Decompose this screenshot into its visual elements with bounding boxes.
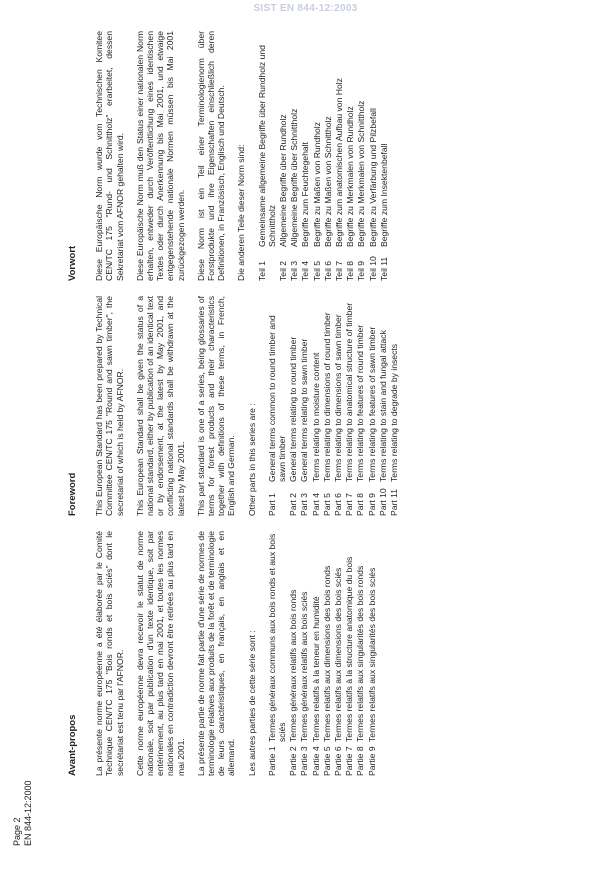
list-item <box>379 31 389 281</box>
list-item <box>267 296 287 516</box>
list-item <box>378 296 388 516</box>
part-text: Termes relatifs à la teneur en humidité <box>310 596 321 742</box>
paragraph: This part standard is one of a series, being glossaries of terms for forest products and their characteristics together with definitions of these terms, in French, English and German. <box>195 296 237 516</box>
list-item <box>323 31 333 281</box>
part-label: Partie 9 <box>366 746 377 776</box>
part-text: Termes relatifs aux dimensions des bois ronds <box>321 565 332 742</box>
section-title-en: Foreword <box>67 472 78 516</box>
part-label: Partie 6 <box>333 746 344 776</box>
parts-intro: Die anderen Teile dieser Norm sind: <box>236 144 247 281</box>
paragraph: Diese Norm ist ein Teil einer Terminologienorm über Forstprodukte und ihre Eigenschaften einschließlich deren Definitionen, in Französisch, Englisch und Deutsch. <box>195 31 227 281</box>
part-text: Terms relating to stain and fungal attack <box>377 330 388 482</box>
part-text: Begriffe zum anatomischen Aufbau von Holz <box>334 78 345 247</box>
part-text: Begriffe zu Merkmalen von Rundholz <box>345 106 356 247</box>
part-text: Terms relating to moisture content <box>310 352 321 482</box>
list-item <box>355 531 365 776</box>
part-text: Begriffe zu Verfärbung und Pilzbefall <box>367 108 378 247</box>
part-text: Terms relating to degrade by insects <box>389 343 400 482</box>
part-label: Part 9 <box>366 493 377 516</box>
part-label: Partie 5 <box>321 746 332 776</box>
list-item <box>300 31 310 281</box>
watermark: SIST EN 844-12:2003 <box>253 3 358 14</box>
part-text: Begriffe zu Maßen von Rundholz <box>311 122 322 247</box>
list-item <box>367 296 377 516</box>
list-item <box>344 531 354 776</box>
part-label: Part 2 <box>288 493 299 516</box>
list-item <box>334 31 344 281</box>
list-item <box>312 31 322 281</box>
part-label: Teil 10 <box>367 256 378 281</box>
part-text: Allgemeine Begriffe über Rundholz <box>278 114 289 247</box>
part-label: Partie 1 <box>266 746 277 776</box>
part-label: Teil 3 <box>289 260 300 281</box>
list-item <box>288 296 298 516</box>
part-label: Part 4 <box>310 493 321 516</box>
part-label: Teil 6 <box>322 260 333 281</box>
part-text: Begriffe zu Merkmalen von Schnittholz <box>356 100 367 247</box>
paragraph: La présente norme européenne a été élaborée par le Comité Technique CEN/TC 175 "Bois ronds et bois sciés" dont le secrétariat est tenu par l'AFNOR. <box>94 531 125 776</box>
part-text: Termes relatifs aux singularités des bois sciés <box>366 567 377 742</box>
list-item <box>333 531 343 776</box>
part-text: Terms relating to features of sawn timber <box>366 326 377 482</box>
part-label: Partie 3 <box>299 746 310 776</box>
list-item <box>299 531 309 776</box>
part-label: Teil 7 <box>334 260 345 281</box>
list-item <box>345 31 355 281</box>
part-text: Termes relatifs aux dimensions des bois sciés <box>333 567 344 742</box>
list-item <box>322 531 332 776</box>
list-item <box>322 296 332 516</box>
paragraph: Diese Europäische Norm wurde vom Technischen Komitee CEN/TC 175 "Rund- und Schnittholz" erarbeitet, dessen Sekretariat vom AFNOR gehalten wird. <box>94 31 125 281</box>
part-text: Termes généraux relatifs aux bois ronds <box>288 589 299 742</box>
part-text: Termes généraux relatifs aux bois sciés <box>299 591 310 742</box>
list-item <box>367 531 377 776</box>
part-label: Partie 4 <box>310 746 321 776</box>
page-header <box>12 780 34 846</box>
list-item <box>333 296 343 516</box>
paragraph: This European Standard has been prepared by Technical Committee CEN/TC 175 "Round and sawn timber", the secretariat of which is held by AFNOR. <box>94 296 125 516</box>
part-text: Terms relating to anatomical structure of timber <box>344 302 355 482</box>
page-number: Page 2 <box>12 817 22 846</box>
list-item <box>368 31 378 281</box>
list-item <box>311 296 321 516</box>
list-item <box>389 296 399 516</box>
parts-intro: Les autres parties de cette série sont : <box>246 630 257 776</box>
part-label: Part 10 <box>377 488 388 516</box>
section-title-de: Vorwort <box>67 245 78 281</box>
parts-list-en <box>267 296 399 516</box>
part-text: Termes relatifs aux singularités des bois ronds <box>355 565 366 742</box>
part-label: Part 8 <box>355 493 366 516</box>
list-item <box>299 296 309 516</box>
list-item <box>356 31 366 281</box>
part-text: Terms relating to dimensions of sawn timber <box>333 314 344 482</box>
part-label: Teil 8 <box>345 260 356 281</box>
part-text: Begriffe zu Maßen von Schnittholz <box>322 116 333 247</box>
column-german <box>68 31 598 281</box>
part-label: Teil 4 <box>300 260 311 281</box>
part-label: Part 6 <box>333 493 344 516</box>
list-item <box>344 296 354 516</box>
part-label: Teil 2 <box>278 260 289 281</box>
part-label: Teil 5 <box>311 260 322 281</box>
paragraph: Diese Europäische Norm muß den Status einer nationalen Norm erhalten, entweder durch Veröffentlichung eines identischen Textes oder durch Anerkennung bis Mai 2001, und etwaige entgegenstehende nationale Normen müssen bis Mai 2001 zurückgezogen werden. <box>134 31 186 281</box>
part-label: Part 3 <box>299 493 310 516</box>
part-text: Gemeinsame allgemeine Begriffe über Rundholz und Schnittholz <box>256 45 277 247</box>
parts-intro: Other parts in this series are : <box>246 403 257 516</box>
part-text: General terms common to round timber and sawn timber <box>266 315 288 482</box>
list-item <box>355 296 365 516</box>
list-item <box>289 31 299 281</box>
list-item <box>311 531 321 776</box>
part-label: Partie 8 <box>355 746 366 776</box>
part-text: Termes généraux communs aux bois ronds et aux bois sciés <box>266 533 288 742</box>
part-label: Partie 2 <box>288 746 299 776</box>
paragraph: Cette norme européenne devra recevoir le statut de norme nationale, soit par publication d'un texte identique, soit par entérinement, au plus tard en mai 2001, et toutes les normes nationales en contradiction devront être retirées au plus tard en mai 2001. <box>134 531 186 776</box>
paragraph: This European Standard shall be given the status of a national standard, either by publication of an identical text or by endorsement, at the latest by May 2001, and conflicting national standards shall be withdrawn at the latest by May 2001. <box>134 296 186 516</box>
part-label: Part 5 <box>321 493 332 516</box>
part-label: Part 7 <box>344 493 355 516</box>
part-text: Begriffe zum Insektenbefall <box>378 143 389 247</box>
column-french <box>68 519 598 776</box>
parts-list-fr <box>267 531 377 776</box>
list-item <box>288 531 298 776</box>
part-text: Termes relatifs à la structure anatomique du bois <box>344 556 355 742</box>
part-label: Part 1 <box>266 493 277 516</box>
paragraph: La présente partie de norme fait partie d'une série de normes de terminologie relatives aux produits de la forêt et de terminologie de leurs caractéristiques, en français, en anglais et en allemand. <box>195 531 237 776</box>
list-item <box>257 31 277 281</box>
column-english <box>68 286 598 516</box>
part-label: Teil 11 <box>378 256 389 281</box>
list-item <box>278 31 288 281</box>
part-text: General terms relating to sawn timber <box>299 338 310 482</box>
part-text: Terms relating to features of round timber <box>355 324 366 482</box>
part-label: Teil 1 <box>256 260 267 281</box>
part-label: Teil 9 <box>356 260 367 281</box>
parts-list-de <box>257 31 389 281</box>
list-item <box>267 531 287 776</box>
part-text: Allgemeine Begriffe über Schnittholz <box>289 108 300 247</box>
section-title-fr: Avant-propos <box>67 714 78 776</box>
part-text: General terms relating to round timber <box>288 336 299 482</box>
standard-number: EN 844-12:2000 <box>23 780 33 846</box>
part-text: Begriffe zum Feuchtegehalt <box>300 142 311 247</box>
part-text: Terms relating to dimensions of round timber <box>321 312 332 482</box>
part-label: Partie 7 <box>344 746 355 776</box>
part-label: Part 11 <box>389 488 400 516</box>
